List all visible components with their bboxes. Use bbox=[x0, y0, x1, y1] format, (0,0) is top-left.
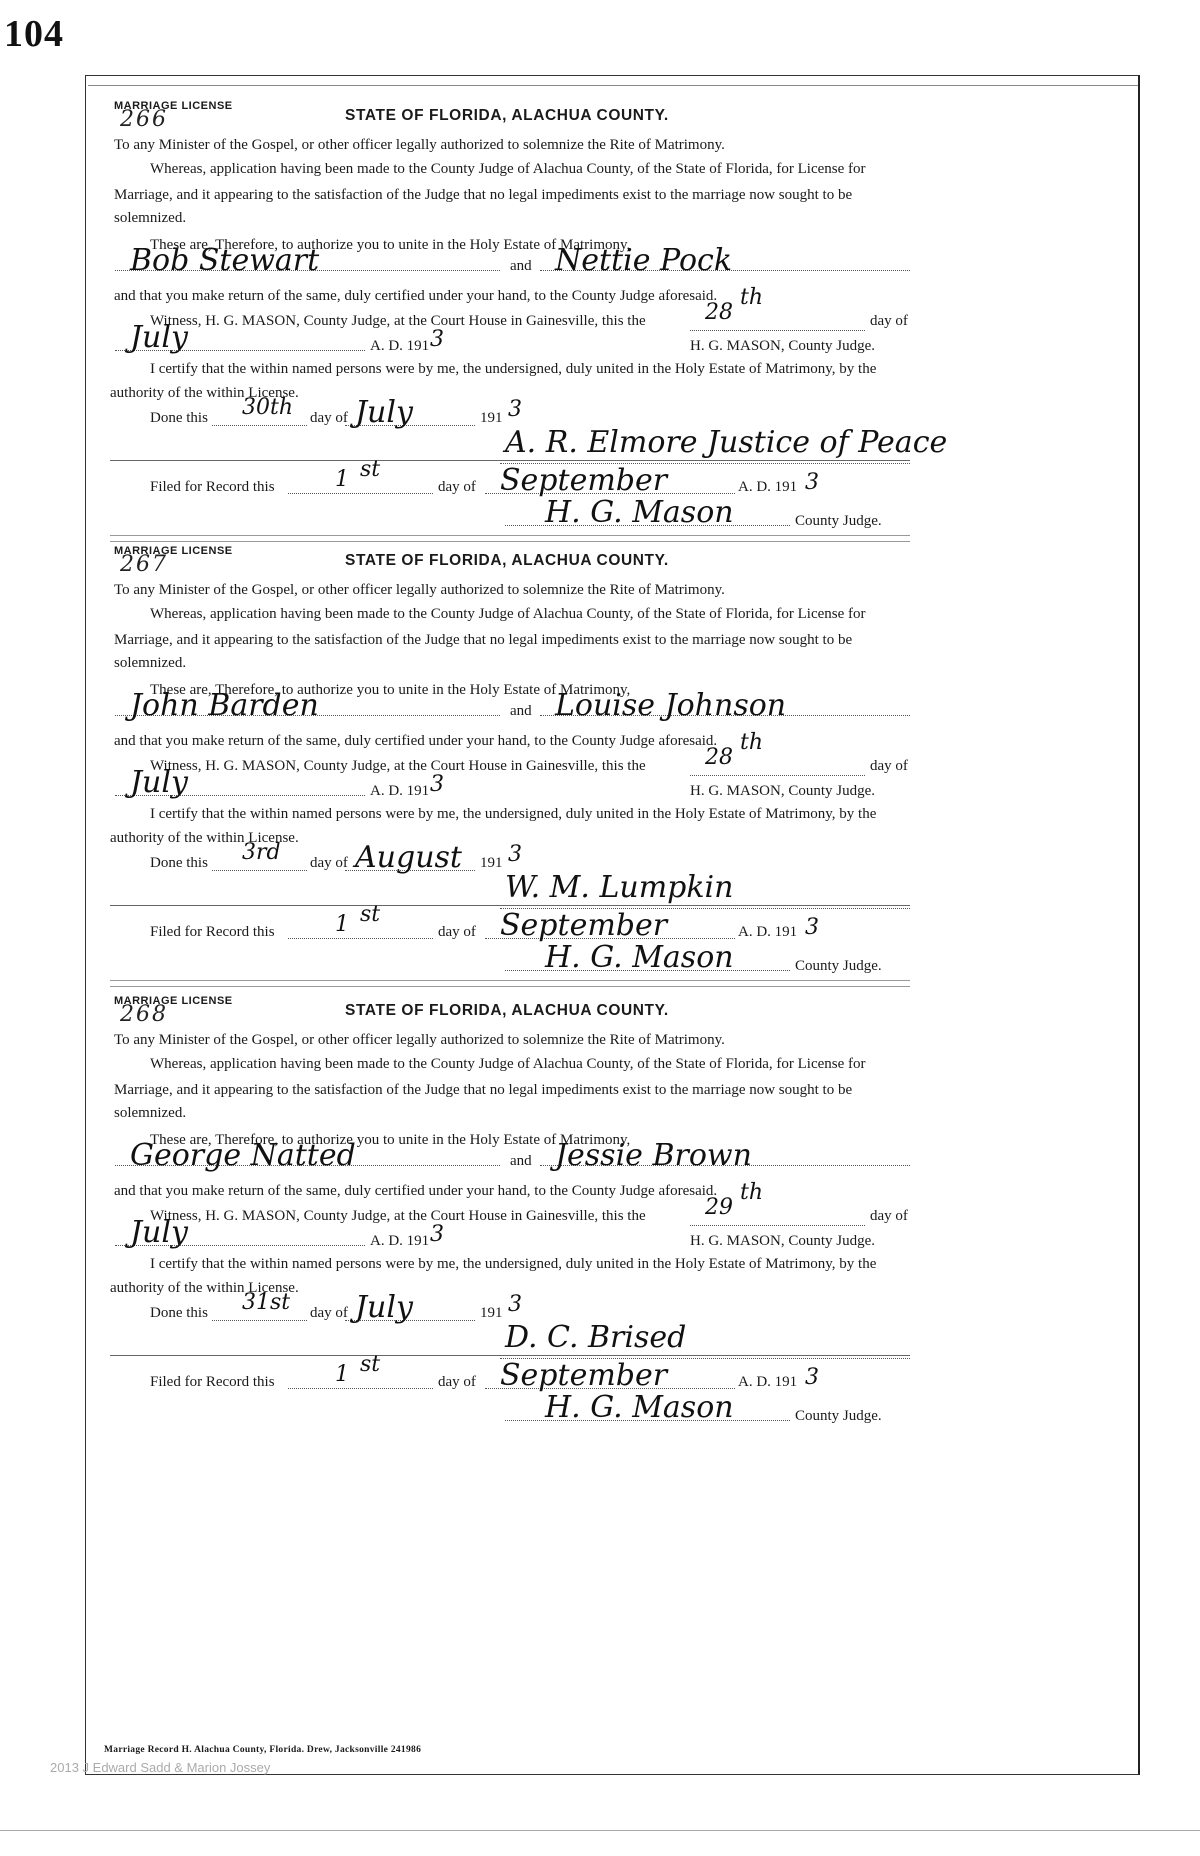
whereas-line-1: Whereas, application having been made to the County Judge of Alachua County, of the State of Florida, for License for bbox=[150, 606, 866, 622]
whereas-line-2: Marriage, and it appearing to the satisfaction of the Judge that no legal impediments exist to the marriage now sought to be bbox=[114, 1082, 853, 1098]
filed-day-of-label: day of bbox=[438, 479, 476, 495]
judge-signature-print: H. G. MASON, County Judge. bbox=[690, 1233, 876, 1249]
filed-by-signature: H. G. Mason bbox=[545, 1390, 734, 1425]
witness-day-suffix: th bbox=[740, 730, 764, 755]
witness-month: July bbox=[130, 765, 188, 800]
witness-month: July bbox=[130, 1215, 188, 1250]
day-of-label: day of bbox=[870, 1208, 908, 1224]
certify-line-1: I certify that the within named persons were by me, the undersigned, duly united in the Holy Estate of Matrimony, by the bbox=[150, 806, 877, 822]
whereas-line-3: solemnized. bbox=[114, 1105, 187, 1121]
witness-day: 29 bbox=[705, 1195, 733, 1220]
witness-text: Witness, H. G. MASON, County Judge, at the Court House in Gainesville, this the bbox=[150, 758, 646, 774]
officiant-signature: A. R. Elmore Justice of Peace bbox=[505, 425, 948, 460]
ad-year-label: A. D. 191 bbox=[370, 338, 430, 354]
done-day-of-label: day of bbox=[310, 410, 348, 426]
bride-name: Louise Johnson bbox=[555, 688, 787, 723]
certify-line-2: authority of the within License. bbox=[110, 1280, 299, 1296]
separator-rule bbox=[110, 1355, 910, 1356]
whereas-line-1: Whereas, application having been made to the County Judge of Alachua County, of the State of Florida, for License for bbox=[150, 161, 866, 177]
filed-ad-year-label: A. D. 191 bbox=[738, 924, 798, 940]
done-day: 3rd bbox=[242, 840, 281, 865]
officiant-signature: D. C. Brised bbox=[505, 1320, 687, 1355]
done-year-digit: 3 bbox=[508, 397, 522, 422]
county-judge-label: County Judge. bbox=[795, 513, 882, 529]
witness-day: 28 bbox=[705, 745, 733, 770]
whereas-line-2: Marriage, and it appearing to the satisfaction of the Judge that no legal impediments exist to the marriage now sought to be bbox=[114, 632, 853, 648]
county-judge-label: County Judge. bbox=[795, 958, 882, 974]
groom-name: George Natted bbox=[130, 1138, 356, 1173]
done-day-of-label: day of bbox=[310, 855, 348, 871]
witness-day-line bbox=[690, 330, 865, 331]
separator-rule bbox=[110, 905, 910, 906]
done-this-label: Done this bbox=[150, 410, 208, 426]
done-this-label: Done this bbox=[150, 855, 208, 871]
witness-year-digit: 3 bbox=[430, 1222, 444, 1247]
done-month: August bbox=[355, 840, 462, 875]
state-title: STATE OF FLORIDA, ALACHUA COUNTY. bbox=[345, 107, 669, 124]
state-title: STATE OF FLORIDA, ALACHUA COUNTY. bbox=[345, 1002, 669, 1019]
filed-month: September bbox=[500, 908, 668, 943]
whereas-line-3: solemnized. bbox=[114, 210, 187, 226]
filed-year-digit: 3 bbox=[805, 1365, 819, 1390]
filed-day-of-label: day of bbox=[438, 1374, 476, 1390]
certify-line-1: I certify that the within named persons were by me, the undersigned, duly united in the Holy Estate of Matrimony, by the bbox=[150, 1256, 877, 1272]
license-number: 267 bbox=[120, 552, 168, 577]
these-are-text: These are, Therefore, to authorize you to unite in the Holy Estate of Matrimony, bbox=[150, 1132, 631, 1148]
these-are-text: These are, Therefore, to authorize you to unite in the Holy Estate of Matrimony, bbox=[150, 237, 631, 253]
done-this-label: Done this bbox=[150, 1305, 208, 1321]
groom-name: Bob Stewart bbox=[130, 243, 320, 278]
witness-day: 28 bbox=[705, 300, 733, 325]
bottom-rule bbox=[0, 1830, 1200, 1831]
whereas-line-2: Marriage, and it appearing to the satisfaction of the Judge that no legal impediments exist to the marriage now sought to be bbox=[114, 187, 853, 203]
done-month: July bbox=[355, 1290, 413, 1325]
certify-line-2: authority of the within License. bbox=[110, 830, 299, 846]
license-number: 268 bbox=[120, 1002, 168, 1027]
filed-ad-year-label: A. D. 191 bbox=[738, 1374, 798, 1390]
filed-day-line bbox=[288, 1388, 433, 1389]
license-number: 266 bbox=[120, 107, 168, 132]
filed-day: 1 bbox=[335, 467, 349, 492]
done-day: 31st bbox=[242, 1290, 291, 1315]
and-word: and bbox=[510, 1153, 532, 1169]
copyright-watermark: 2013 J Edward Sadd & Marion Jossey bbox=[50, 1760, 271, 1775]
record-end-rule-2 bbox=[110, 986, 910, 987]
record-end-rule bbox=[110, 535, 910, 536]
record-end-rule bbox=[110, 980, 910, 981]
whereas-line-3: solemnized. bbox=[114, 655, 187, 671]
certify-line-1: I certify that the within named persons were by me, the undersigned, duly united in the Holy Estate of Matrimony, by the bbox=[150, 361, 877, 377]
filed-month: September bbox=[500, 1358, 668, 1393]
and-word: and bbox=[510, 703, 532, 719]
to-any-minister: To any Minister of the Gospel, or other officer legally authorized to solemnize the Rite of Matrimony. bbox=[114, 1032, 725, 1048]
county-judge-label: County Judge. bbox=[795, 1408, 882, 1424]
license-label: MARRIAGE LICENSE bbox=[114, 100, 233, 112]
done-day-of-label: day of bbox=[310, 1305, 348, 1321]
frame-top-rule bbox=[88, 85, 1138, 86]
filed-day-of-label: day of bbox=[438, 924, 476, 940]
ad-year-label: A. D. 191 bbox=[370, 1233, 430, 1249]
officiant-signature: W. M. Lumpkin bbox=[505, 870, 734, 905]
witness-year-digit: 3 bbox=[430, 327, 444, 352]
ad-year-label: A. D. 191 bbox=[370, 783, 430, 799]
filed-day-line bbox=[288, 938, 433, 939]
judge-signature-print: H. G. MASON, County Judge. bbox=[690, 338, 876, 354]
witness-day-suffix: th bbox=[740, 285, 764, 310]
filed-by-signature: H. G. Mason bbox=[545, 495, 734, 530]
done-year-digit: 3 bbox=[508, 1292, 522, 1317]
witness-day-line bbox=[690, 775, 865, 776]
groom-name: John Barden bbox=[130, 688, 319, 723]
make-return-text: and that you make return of the same, duly certified under your hand, to the County Judge aforesaid. bbox=[114, 733, 718, 749]
and-word: and bbox=[510, 258, 532, 274]
to-any-minister: To any Minister of the Gospel, or other officer legally authorized to solemnize the Rite of Matrimony. bbox=[114, 137, 725, 153]
make-return-text: and that you make return of the same, duly certified under your hand, to the County Judge aforesaid. bbox=[114, 288, 718, 304]
filed-day-line bbox=[288, 493, 433, 494]
state-title: STATE OF FLORIDA, ALACHUA COUNTY. bbox=[345, 552, 669, 569]
filed-year-digit: 3 bbox=[805, 915, 819, 940]
printer-footer: Marriage Record H. Alachua County, Florida. Drew, Jacksonville 241986 bbox=[104, 1745, 422, 1755]
filed-day-suffix: st bbox=[360, 457, 381, 482]
make-return-text: and that you make return of the same, duly certified under your hand, to the County Judge aforesaid. bbox=[114, 1183, 718, 1199]
filed-ad-year-label: A. D. 191 bbox=[738, 479, 798, 495]
to-any-minister: To any Minister of the Gospel, or other officer legally authorized to solemnize the Rite of Matrimony. bbox=[114, 582, 725, 598]
marriage-license-record bbox=[0, 990, 1200, 1510]
filed-record-label: Filed for Record this bbox=[150, 924, 275, 940]
filed-record-label: Filed for Record this bbox=[150, 1374, 275, 1390]
done-year-digit: 3 bbox=[508, 842, 522, 867]
whereas-line-1: Whereas, application having been made to the County Judge of Alachua County, of the State of Florida, for License for bbox=[150, 1056, 866, 1072]
witness-day-line bbox=[690, 1225, 865, 1226]
filed-by-signature: H. G. Mason bbox=[545, 940, 734, 975]
witness-year-digit: 3 bbox=[430, 772, 444, 797]
these-are-text: These are, Therefore, to authorize you to unite in the Holy Estate of Matrimony, bbox=[150, 682, 631, 698]
bride-name: Nettie Pock bbox=[555, 243, 733, 278]
certify-line-2: authority of the within License. bbox=[110, 385, 299, 401]
done-day-line bbox=[212, 425, 307, 426]
done-year-label: 191 bbox=[480, 410, 503, 426]
judge-signature-print: H. G. MASON, County Judge. bbox=[690, 783, 876, 799]
separator-rule bbox=[110, 460, 910, 461]
done-day-line bbox=[212, 870, 307, 871]
witness-text: Witness, H. G. MASON, County Judge, at the Court House in Gainesville, this the bbox=[150, 1208, 646, 1224]
day-of-label: day of bbox=[870, 313, 908, 329]
filed-day: 1 bbox=[335, 912, 349, 937]
filed-year-digit: 3 bbox=[805, 470, 819, 495]
done-year-label: 191 bbox=[480, 855, 503, 871]
marriage-license-record bbox=[0, 95, 1200, 615]
license-label: MARRIAGE LICENSE bbox=[114, 995, 233, 1007]
done-day: 30th bbox=[242, 395, 294, 420]
done-month: July bbox=[355, 395, 413, 430]
marriage-license-record bbox=[0, 540, 1200, 1060]
license-label: MARRIAGE LICENSE bbox=[114, 545, 233, 557]
bride-name: Jessie Brown bbox=[555, 1138, 752, 1173]
witness-text: Witness, H. G. MASON, County Judge, at the Court House in Gainesville, this the bbox=[150, 313, 646, 329]
day-of-label: day of bbox=[870, 758, 908, 774]
filed-day: 1 bbox=[335, 1362, 349, 1387]
witness-day-suffix: th bbox=[740, 1180, 764, 1205]
filed-record-label: Filed for Record this bbox=[150, 479, 275, 495]
filed-day-suffix: st bbox=[360, 1352, 381, 1377]
done-day-line bbox=[212, 1320, 307, 1321]
filed-day-suffix: st bbox=[360, 902, 381, 927]
filed-month: September bbox=[500, 463, 668, 498]
page-number: 104 bbox=[4, 13, 64, 55]
witness-month: July bbox=[130, 320, 188, 355]
done-year-label: 191 bbox=[480, 1305, 503, 1321]
